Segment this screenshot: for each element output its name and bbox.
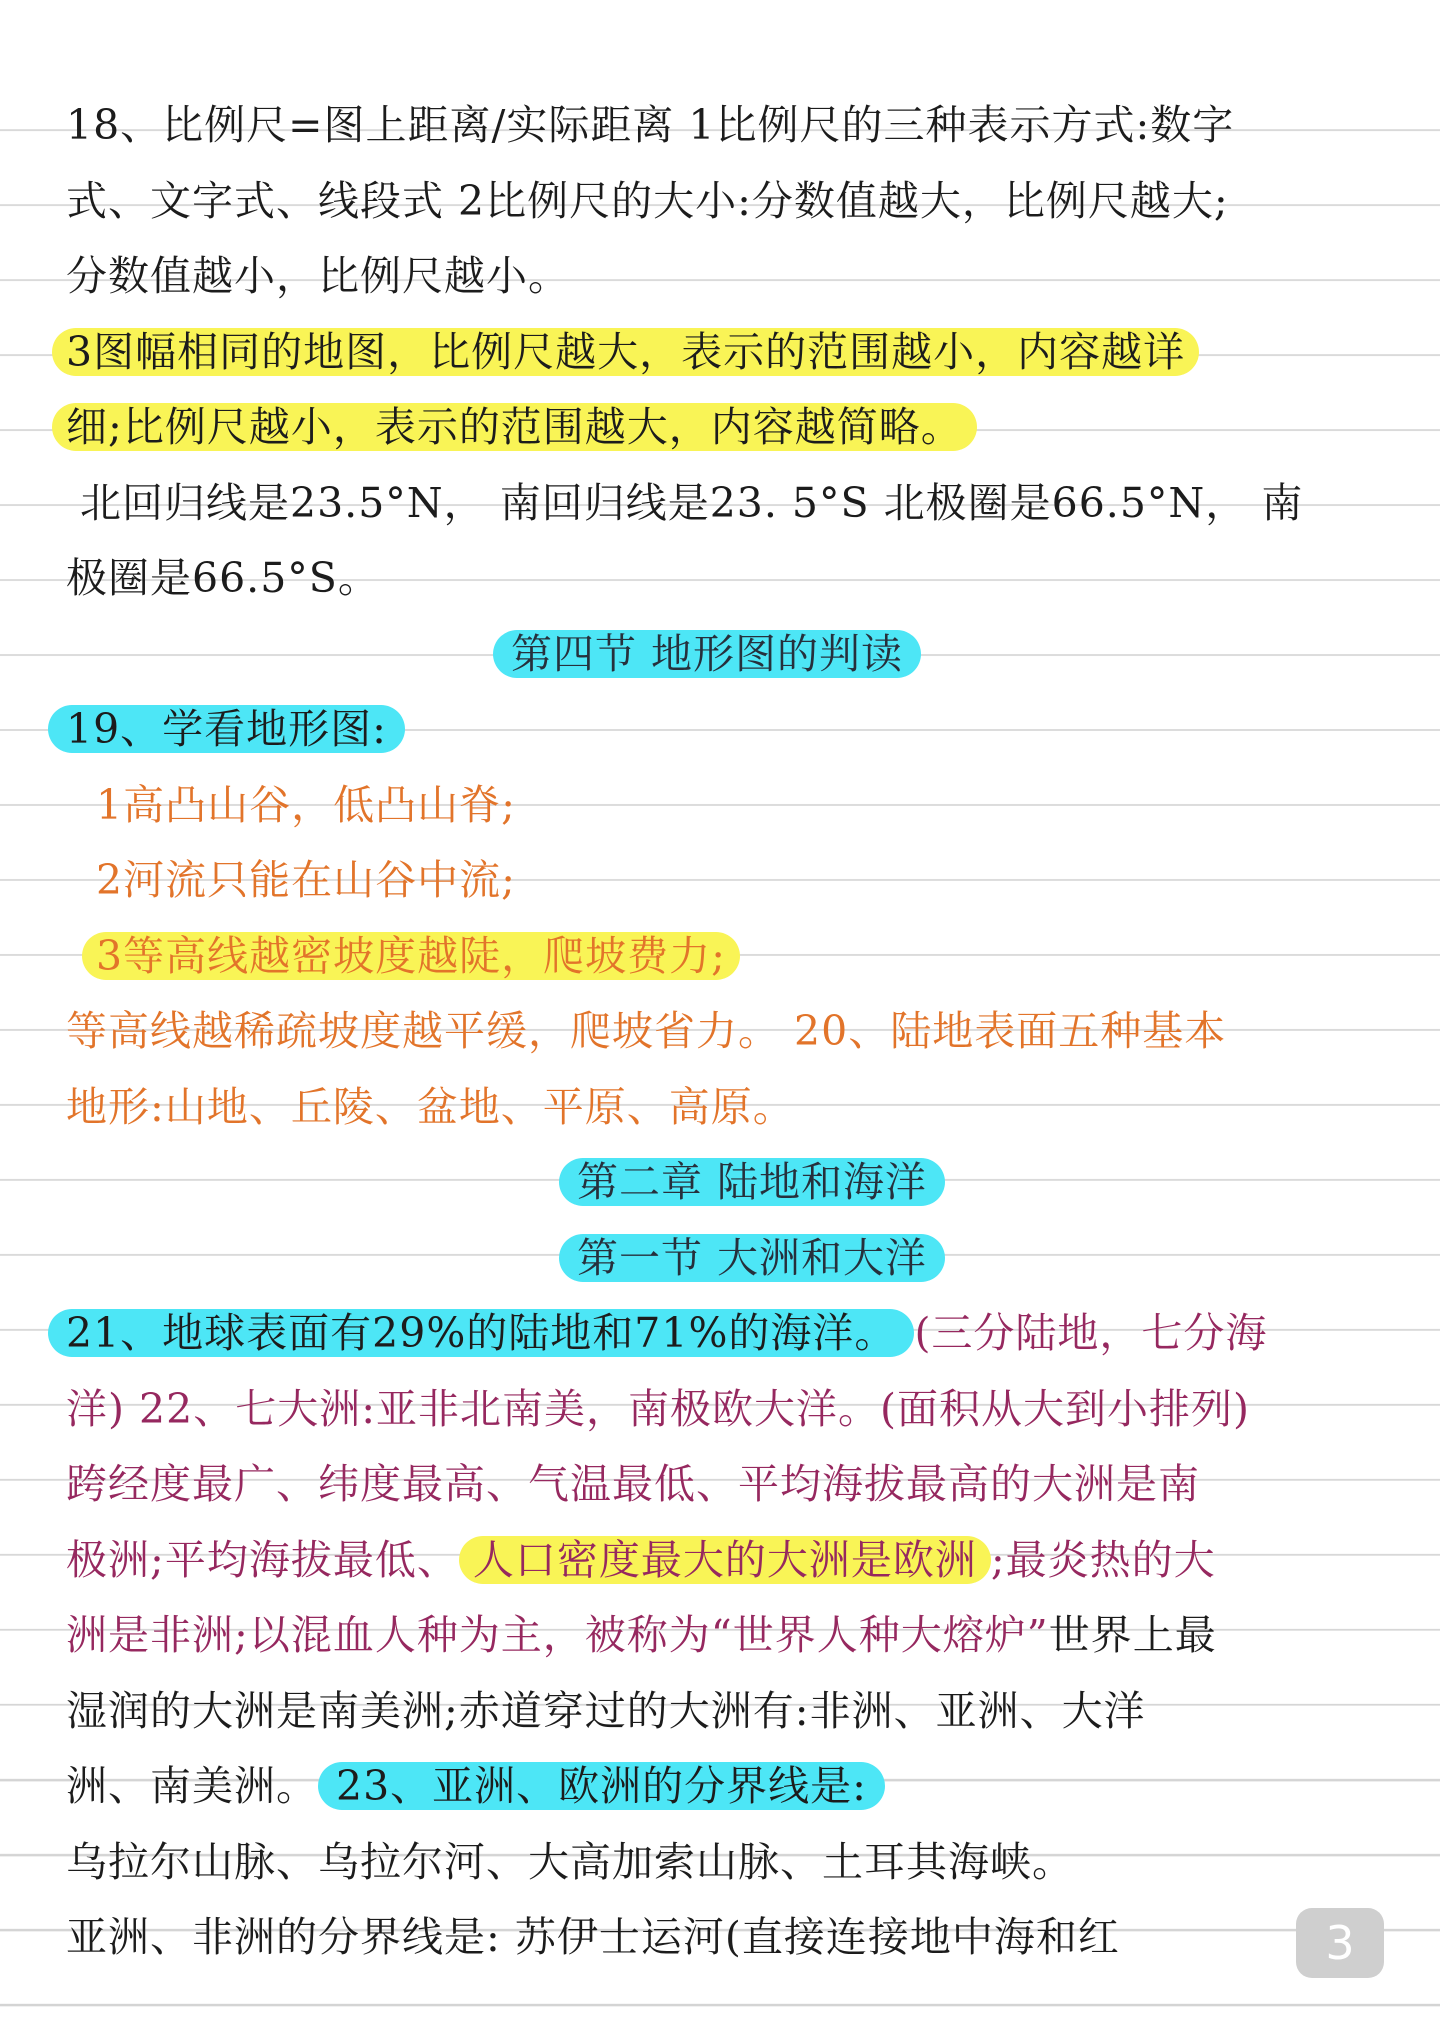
text-line-20-start: 极洲;平均海拔最低、 xyxy=(66,1535,459,1584)
text-line-1: 18、比例尺=图上距离/实际距离 1比例尺的三种表示方式:数字 xyxy=(66,101,1235,149)
text-line-10: 1高凸山谷，低凸山脊; xyxy=(96,780,516,829)
text-line-21-end: 世界上最 xyxy=(1048,1611,1217,1659)
text-line-25: 亚洲、非洲的分界线是: 苏伊士运河(直接连接地中海和红 xyxy=(66,1913,1120,1961)
text-line-7: 极圈是66.5°S。 xyxy=(66,554,380,602)
text-line-6: 北回归线是23.5°N， 南回归线是23. 5°S 北极圈是66.5°N， 南 xyxy=(80,478,1304,527)
text-line-19: 跨经度最广、纬度最高、气温最低、平均海拔最高的大洲是南 xyxy=(66,1460,1200,1508)
text-line-3: 分数值越小，比例尺越小。 xyxy=(66,252,570,300)
section-heading-continents-oceans: 第一节 大洲和大洋 xyxy=(559,1234,945,1282)
page-number-badge: 3 xyxy=(1296,1908,1384,1978)
text-line-22: 湿润的大洲是南美洲;赤道穿过的大洲有:非洲、亚洲、大洋 xyxy=(66,1686,1146,1735)
text-line-18: 洋) 22、七大洲:亚非北南美，南极欧大洋。(面积从大到小排列) xyxy=(66,1384,1251,1433)
item-21-highlight: 21、地球表面有29%的陆地和71%的海洋。 xyxy=(48,1309,914,1357)
highlighted-text-line-4: 3图幅相同的地图，比例尺越大，表示的范围越小，内容越详 xyxy=(52,328,1199,376)
text-line-14: 地形:山地、丘陵、盆地、平原、高原。 xyxy=(66,1082,795,1131)
text-line-23-start: 洲、南美洲。 xyxy=(66,1762,318,1810)
text-line-21-start: 洲是非洲;以混血人种为主，被称为“世界人种大熔炉” xyxy=(66,1611,1049,1659)
text-line-24: 乌拉尔山脉、乌拉尔河、大高加索山脉、土耳其海峡。 xyxy=(66,1837,1074,1886)
text-line-17-tail: (三分陆地，七分海 xyxy=(914,1309,1268,1357)
text-line-11: 2河流只能在山谷中流; xyxy=(96,856,516,904)
highlighted-text-line-12: 3等高线越密坡度越陡，爬坡费力; xyxy=(82,932,740,980)
notes-page xyxy=(66,88,1366,1976)
text-line-13: 等高线越稀疏坡度越平缓，爬坡省力。 20、陆地表面五种基本 xyxy=(66,1007,1227,1055)
chapter-heading-land-and-ocean: 第二章 陆地和海洋 xyxy=(559,1158,945,1206)
item-19-heading: 19、学看地形图: xyxy=(48,705,405,753)
item-23-highlight: 23、亚洲、欧洲的分界线是: xyxy=(318,1762,885,1810)
highlighted-text-line-5: 细;比例尺越小，表示的范围越大，内容越简略。 xyxy=(52,403,977,451)
section-heading-terrain-map: 第四节 地形图的判读 xyxy=(493,630,921,678)
text-line-20-end: ;最炎热的大 xyxy=(990,1535,1216,1584)
text-line-2: 式、文字式、线段式 2比例尺的大小:分数值越大，比例尺越大; xyxy=(66,176,1229,225)
highlighted-europe-density: 人口密度最大的大洲是欧洲 xyxy=(459,1536,991,1584)
